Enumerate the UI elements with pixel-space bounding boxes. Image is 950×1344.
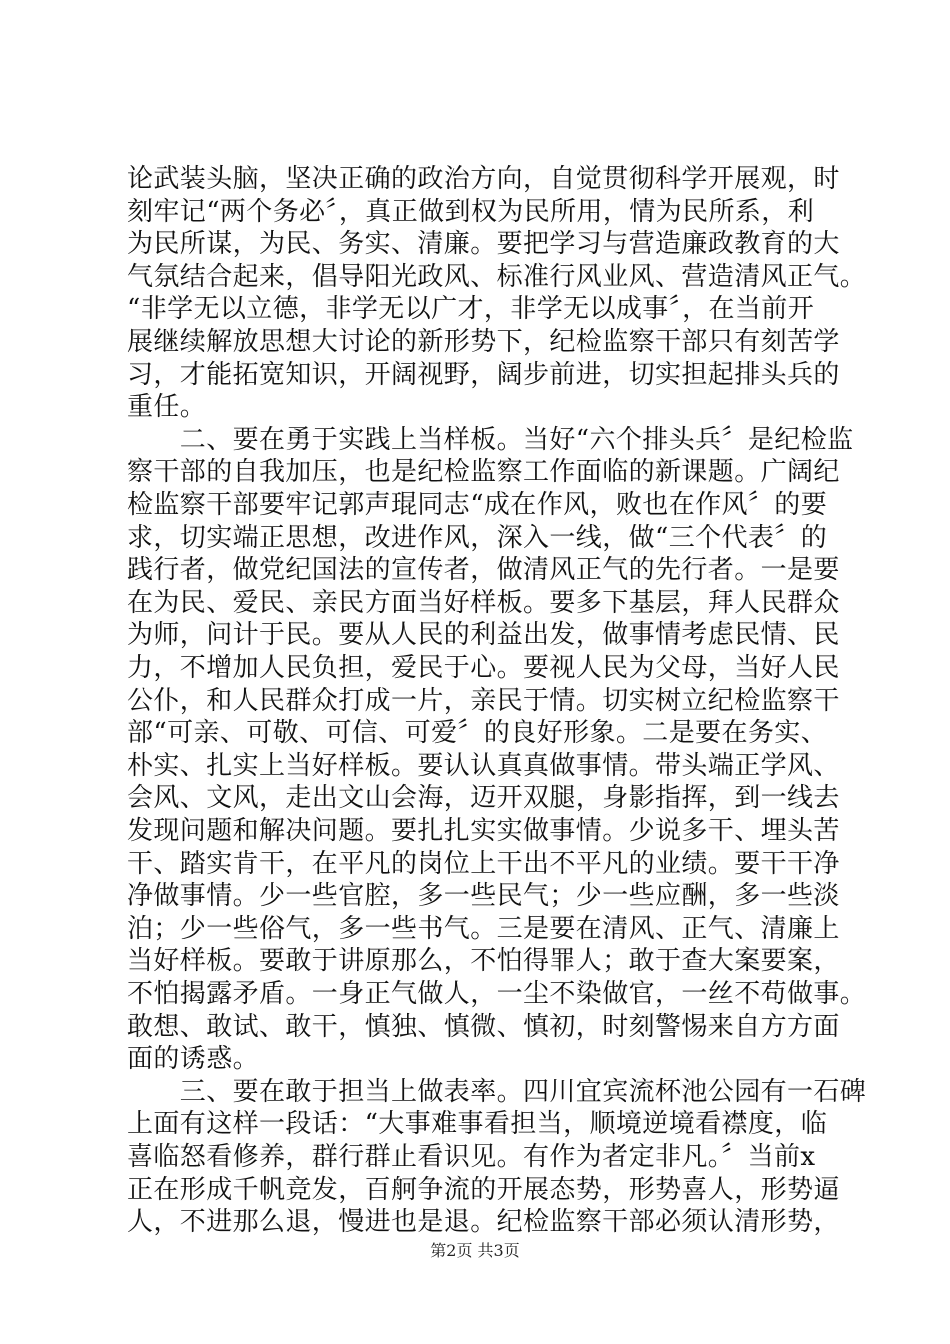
text-line: 刻牢记“两个务必〞，真正做到权为民所用，情为民所系，利	[127, 196, 815, 227]
text-line: 检监察干部要牢记郭声琨同志“成在作风，败也在作风〞的要	[127, 490, 828, 520]
text-line: 当好样板。要敢于讲原那么，不怕得罪人；敢于查大案要案，	[127, 946, 840, 977]
text-line: 敢想、敢试、敢干，慎独、慎微、慎初，时刻警惕来自方方面	[127, 1011, 840, 1042]
text-line: 论武装头脑，坚决正确的政治方向，自觉贯彻科学开展观，时	[127, 164, 840, 194]
text-line: 上面有这样一段话：“大事难事看担当，顺境逆境看襟度，临	[127, 1109, 828, 1140]
text-line: 气氛结合起来，倡导阳光政风、标准行风业风、营造清风正气。	[127, 261, 867, 292]
text-line: 人，不进那么退，慢进也是退。纪检监察干部必须认清形势，	[127, 1207, 840, 1238]
text-line: 净做事情。少一些官腔，多一些民气；少一些应酬，多一些淡	[127, 881, 840, 912]
text-line: 泊；少一些俗气，多一些书气。三是要在清风、正气、清廉上	[127, 913, 840, 944]
text-line: 力，不增加人民负担，爱民于心。要视人民为父母，当好人民	[127, 653, 840, 683]
text-line: 发现问题和解决问题。要扎扎实实做事情。少说多干、埋头苦	[127, 816, 840, 846]
text-line: 为民所谋，为民、务实、清廉。要把学习与营造廉政教育的大	[127, 229, 840, 260]
text-line: 二、要在勇于实践上当样板。当好“六个排头兵〞是纪检监	[127, 424, 854, 455]
text-line: 朴实、扎实上当好样板。要认认真真做事情。带头端正学风、	[127, 750, 840, 781]
text-line: 践行者，做党纪国法的宣传者，做清风正气的先行者。一是要	[127, 555, 840, 586]
text-line: 部“可亲、可敬、可信、可爱〞的良好形象。二是要在务实、	[127, 718, 828, 749]
text-line: 干、踏实肯干，在平凡的岗位上干出不平凡的业绩。要干干净	[127, 848, 840, 879]
text-line: 为师，问计于民。要从人民的利益出发，做事情考虑民情、民	[127, 620, 840, 651]
text-line: 正在形成千帆竞发，百舸争流的开展态势，形势喜人，形势逼	[127, 1174, 840, 1205]
page-number-footer: 第2页 共3页	[430, 1241, 520, 1260]
text-line: 公仆，和人民群众打成一片，亲民于情。切实树立纪检监察干	[127, 685, 840, 716]
text-line: 习，才能拓宽知识，开阔视野，阔步前进，切实担起排头兵的	[127, 359, 840, 390]
text-line: 察干部的自我加压，也是纪检监察工作面临的新课题。广阔纪	[127, 457, 840, 488]
text-line: 求，切实端正思想，改进作风，深入一线，做“三个代表〞的	[127, 522, 828, 553]
text-line: 三、要在敢于担当上做表率。四川宜宾流杯池公园有一石碑	[127, 1076, 867, 1107]
text-line: 重任。	[127, 392, 207, 423]
text-line: 会风、文风，走出文山会海，迈开双腿，身影指挥，到一线去	[127, 783, 840, 814]
text-line: “非学无以立德，非学无以广才，非学无以成事〞，在当前开	[127, 294, 815, 325]
text-line: 喜临怒看修养，群行群止看识见。有作为者定非凡。〞当前x	[127, 1142, 816, 1172]
text-line: 展继续解放思想大讨论的新形势下，纪检监察干部只有刻苦学	[127, 327, 840, 357]
text-line: 不怕揭露矛盾。一身正气做人，一尘不染做官，一丝不苟做事。	[127, 979, 867, 1009]
text-line: 面的诱惑。	[127, 1044, 260, 1075]
text-line: 在为民、爱民、亲民方面当好样板。要多下基层，拜人民群众	[127, 587, 840, 618]
